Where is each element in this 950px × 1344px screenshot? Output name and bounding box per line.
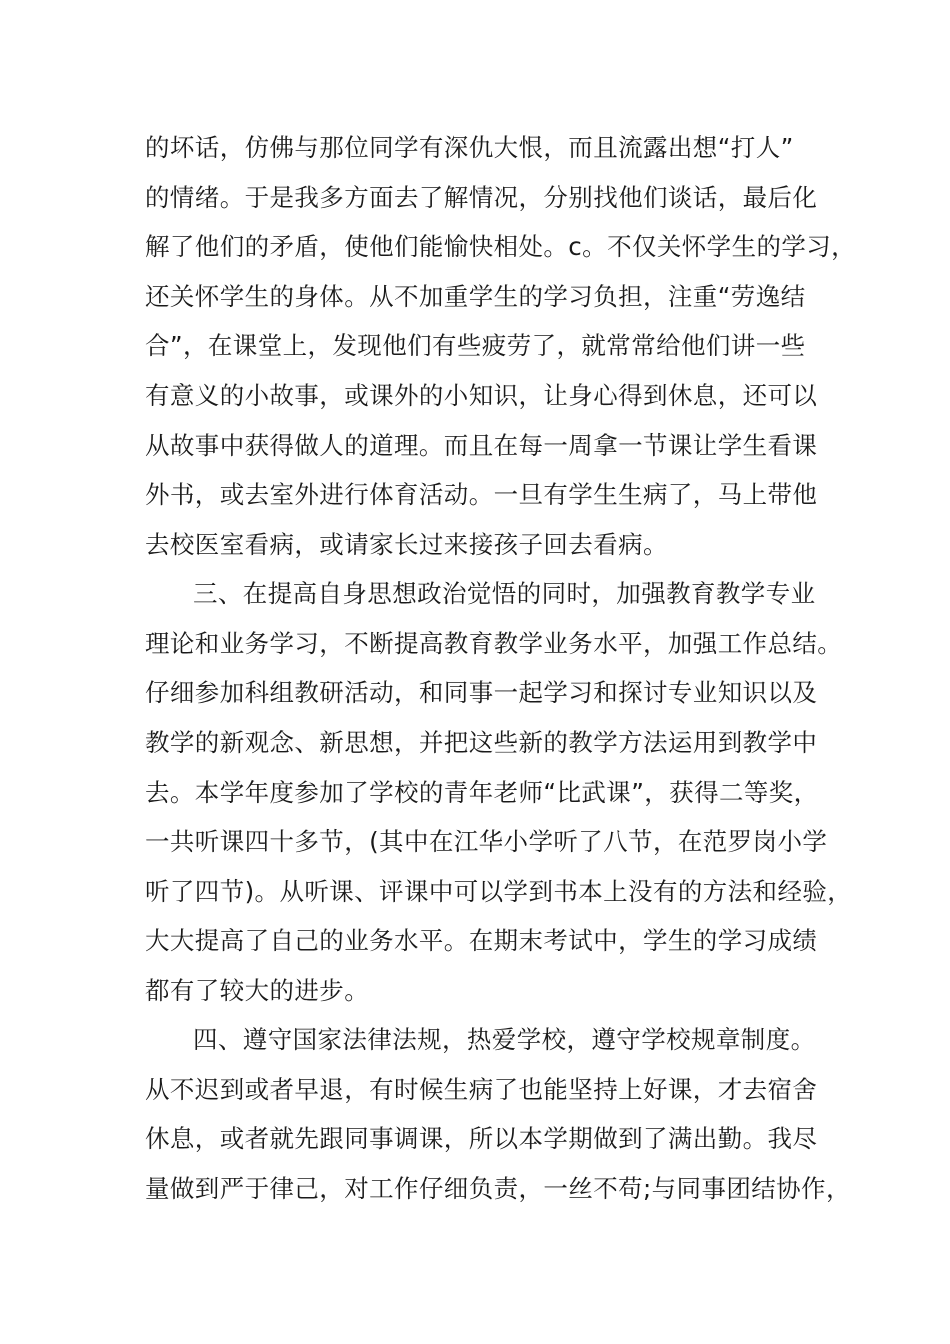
text-line: 的坏话，仿佛与那位同学有深仇大恨，而且流露出想“打人” — [145, 133, 794, 162]
text-line: 听了四节)。从听课、评课中可以学到书本上没有的方法和经验， — [145, 877, 853, 906]
text-line: 都有了较大的进步。 — [145, 976, 370, 1005]
text-line: 去校医室看病，或请家长过来接孩子回去看病。 — [145, 530, 668, 559]
text-line: 还关怀学生的身体。从不加重学生的学习负担，注重“劳逸结 — [145, 282, 806, 311]
text-line: 仔细参加科组教研活动，和同事一起学习和探讨专业知识以及 — [145, 678, 818, 707]
text-line: 大大提高了自己的业务水平。在期末考试中，学生的学习成绩 — [145, 926, 818, 955]
paragraph-heading-4: 四、遵守国家法律法规，热爱学校，遵守学校规章制度。 — [193, 1025, 816, 1054]
text-line: 解了他们的矛盾，使他们能愉快相处。c。不仅关怀学生的学习， — [145, 232, 857, 261]
text-line: 量做到严于律己，对工作仔细负责，一丝不苟;与同事团结协作， — [145, 1174, 851, 1203]
text-line: 教学的新观念、新思想，并把这些新的教学方法运用到教学中 — [145, 728, 818, 757]
text-line: 有意义的小故事，或课外的小知识，让身心得到休息，还可以 — [145, 381, 818, 410]
text-line: 从不迟到或者早退，有时候生病了也能坚持上好课，才去宿舍 — [145, 1075, 818, 1104]
text-line: 外书，或去室外进行体育活动。一旦有学生生病了，马上带他 — [145, 480, 818, 509]
text-line: 理论和业务学习，不断提高教育教学业务水平，加强工作总结。 — [145, 629, 843, 658]
text-line: 的情绪。于是我多方面去了解情况，分别找他们谈话，最后化 — [145, 183, 818, 212]
text-line: 一共听课四十多节，(其中在江华小学听了八节，在范罗岗小学 — [145, 827, 828, 856]
text-line: 去。本学年度参加了学校的青年老师“比武课”，获得二等奖， — [145, 778, 819, 807]
text-line: 合”，在课堂上，发现他们有些疲劳了，就常常给他们讲一些 — [145, 331, 806, 360]
paragraph-heading-3: 三、在提高自身思想政治觉悟的同时，加强教育教学专业 — [193, 579, 816, 608]
text-line: 从故事中获得做人的道理。而且在每一周拿一节课让学生看课 — [145, 431, 818, 460]
text-line: 休息，或者就先跟同事调课，所以本学期做到了满出勤。我尽 — [145, 1124, 818, 1153]
